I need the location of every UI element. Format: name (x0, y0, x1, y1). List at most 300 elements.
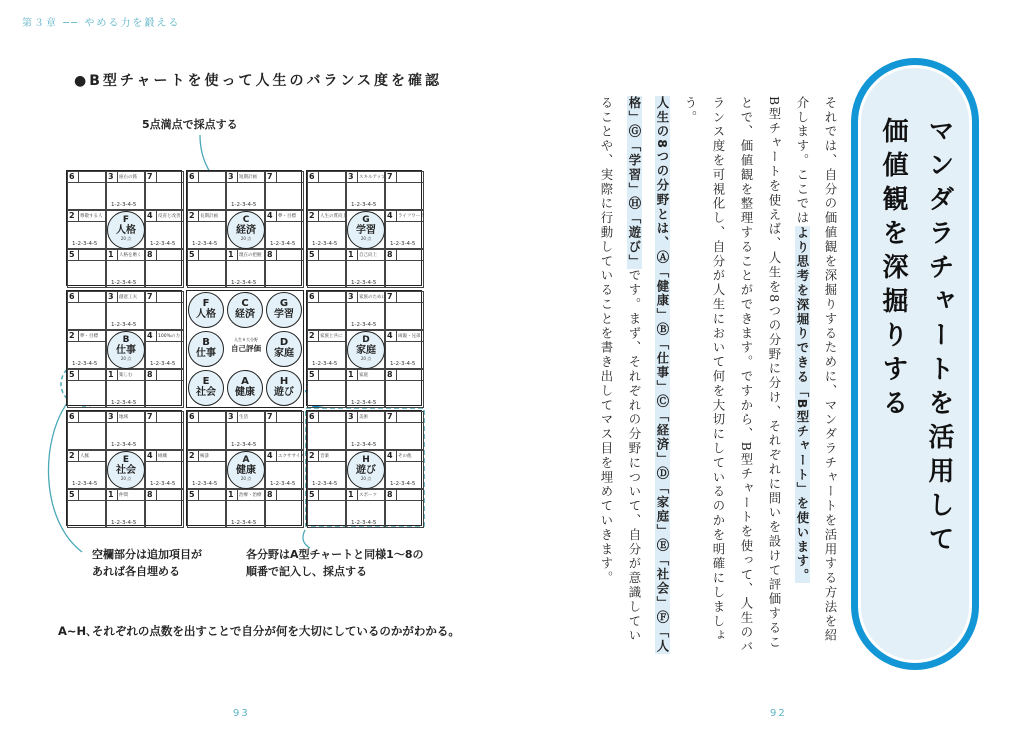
cell-header (146, 331, 183, 342)
cell-number: 4 (147, 211, 153, 220)
cell-divider (237, 250, 238, 261)
cell-number: 8 (147, 250, 153, 259)
cell-header (386, 292, 423, 303)
area-score[interactable]: 20 点 (120, 236, 132, 241)
chart-cell-5[interactable] (187, 489, 226, 528)
area-letter: C (241, 298, 249, 309)
chart-cell-5[interactable] (67, 489, 106, 528)
chart-cell-3[interactable] (346, 171, 385, 210)
score-scale[interactable]: 1-2-3-4-5 (312, 481, 338, 487)
cell-header (266, 172, 303, 183)
cell-number: 8 (147, 370, 153, 379)
cell-divider (357, 172, 358, 183)
score-scale[interactable]: 1-2-3-4-5 (351, 322, 377, 328)
cell-number: 5 (309, 370, 315, 379)
chart-cell-3[interactable] (346, 291, 385, 330)
cell-divider (198, 211, 199, 222)
chart-cell-8[interactable] (385, 489, 424, 528)
score-scale[interactable]: 1-2-3-4-5 (270, 481, 296, 487)
cell-number: 2 (69, 451, 75, 460)
chart-cell-1[interactable] (106, 369, 145, 408)
score-scale[interactable]: 1-2-3-4-5 (192, 481, 218, 487)
cell-divider (117, 412, 118, 423)
area-score[interactable]: 20 点 (360, 476, 372, 481)
cell-divider (357, 292, 358, 303)
score-scale[interactable]: 1-2-3-4-5 (111, 442, 137, 448)
area-name: 遊び (356, 465, 376, 476)
chart-cell-1[interactable] (226, 249, 265, 288)
area-hub-A (227, 451, 265, 489)
cell-item-label: 尊敬する人 (80, 214, 103, 219)
cell-header (68, 292, 105, 303)
cell-divider (156, 490, 157, 501)
cell-header (146, 370, 183, 381)
cell-header (146, 292, 183, 303)
cell-header (308, 211, 345, 222)
score-scale[interactable]: 1-2-3-4-5 (231, 280, 257, 286)
area-letter: H (279, 376, 289, 387)
area-letter: E (202, 376, 210, 387)
chart-cell-1[interactable] (346, 489, 385, 528)
cell-number: 6 (309, 412, 315, 421)
cell-number: 1 (228, 490, 234, 499)
center-label-small: 人生８大分野 (234, 337, 258, 342)
cell-number: 6 (189, 412, 195, 421)
area-letter: G (279, 298, 289, 309)
paragraph-text: です。まず、それぞれの分野について、自分が意識していることや、実際に行動していることを書き出してマス目を埋めていきます。 (599, 96, 642, 644)
section-title-line2: 価値観を深掘りする (878, 117, 908, 423)
highlighted-text: より思考を深堀りできる「B型チャート」を使います。 (795, 225, 810, 583)
score-scale[interactable]: 1-2-3-4-5 (150, 241, 176, 247)
cell-header (308, 331, 345, 342)
chart-cell-5[interactable] (187, 249, 226, 288)
score-scale[interactable]: 1-2-3-4-5 (231, 202, 257, 208)
cell-header (188, 490, 225, 501)
cell-number: 2 (189, 451, 195, 460)
area-name: 健康 (236, 465, 256, 476)
cell-divider (318, 412, 319, 423)
cell-item-label: 仲間 (119, 493, 128, 498)
chart-cell-2[interactable] (187, 210, 226, 249)
cell-item-label: 座右の銘 (119, 175, 137, 180)
cell-number: 5 (189, 490, 195, 499)
cell-header (308, 412, 345, 423)
cell-header (347, 172, 384, 183)
cell-number: 1 (348, 490, 354, 499)
cell-header (68, 172, 105, 183)
chart-cell-8[interactable] (385, 369, 424, 408)
chart-cell-5[interactable] (67, 369, 106, 408)
cell-header (188, 211, 225, 222)
cell-divider (357, 412, 358, 423)
score-scale[interactable]: 1-2-3-4-5 (150, 361, 176, 367)
cell-item-label: スポーツ (359, 493, 377, 498)
cell-number: 8 (267, 490, 273, 499)
area-score[interactable]: 20 点 (360, 356, 372, 361)
score-scale[interactable]: 1-2-3-4-5 (351, 280, 377, 286)
score-scale[interactable]: 1-2-3-4-5 (312, 241, 338, 247)
cell-number: 7 (147, 172, 153, 181)
area-letter: F (122, 215, 130, 225)
cell-number: 3 (228, 172, 234, 181)
cell-divider (276, 211, 277, 222)
cell-header (386, 412, 423, 423)
chart-cell-5[interactable] (307, 249, 346, 288)
cell-item-label: 楽しむ (119, 373, 133, 378)
chart-cell-3[interactable] (346, 411, 385, 450)
chart-cell-7[interactable] (385, 291, 424, 330)
score-scale[interactable]: 1-2-3-4-5 (351, 520, 377, 526)
cell-number: 7 (267, 412, 273, 421)
cell-item-label: 自己向上 (359, 253, 377, 258)
chart-cell-6[interactable] (67, 291, 106, 330)
cell-header (146, 250, 183, 261)
chart-cell-8[interactable] (265, 249, 304, 288)
cell-item-label: 短期計画 (239, 175, 257, 180)
cell-item-label: その他 (398, 454, 412, 459)
cell-item-label: 100%の力 (158, 334, 180, 339)
cell-number: 5 (309, 250, 315, 259)
cell-number: 2 (69, 331, 75, 340)
cell-number: 6 (69, 412, 75, 421)
cell-header (146, 451, 183, 462)
cell-number: 6 (309, 292, 315, 301)
cell-divider (396, 172, 397, 183)
cell-divider (156, 370, 157, 381)
cell-divider (117, 172, 118, 183)
cell-header (308, 451, 345, 462)
score-scale[interactable]: 1-2-3-4-5 (111, 280, 137, 286)
cell-number: 2 (69, 211, 75, 220)
cell-divider (156, 211, 157, 222)
cell-divider (318, 490, 319, 501)
score-scale[interactable]: 1-2-3-4-5 (111, 202, 137, 208)
chart-cell-8[interactable] (145, 489, 184, 528)
cell-number: 4 (147, 451, 153, 460)
area-name: 遊び (274, 387, 294, 398)
chart-cell-5[interactable] (307, 489, 346, 528)
cell-divider (198, 451, 199, 462)
cell-divider (276, 250, 277, 261)
cell-header (188, 451, 225, 462)
cell-header (347, 490, 384, 501)
chart-cell-1[interactable] (346, 369, 385, 408)
cell-number: 3 (348, 292, 354, 301)
cell-item-label: 人生の質向上 (320, 214, 347, 219)
chart-cell-6[interactable] (307, 291, 346, 330)
area-hub-H (347, 451, 385, 489)
chart-cell-6[interactable] (307, 171, 346, 210)
cell-number: 8 (387, 370, 393, 379)
chart-cell-8[interactable] (265, 489, 304, 528)
area-name: 健康 (235, 387, 255, 398)
cell-item-label: ライフワーク (398, 214, 425, 219)
cell-divider (156, 412, 157, 423)
cell-number: 8 (267, 250, 273, 259)
cell-number: 1 (108, 370, 114, 379)
area-score[interactable]: 20 点 (120, 356, 132, 361)
cell-header (266, 451, 303, 462)
chart-cell-7[interactable] (385, 171, 424, 210)
score-scale[interactable]: 1-2-3-4-5 (231, 520, 257, 526)
score-scale[interactable]: 1-2-3-4-5 (72, 241, 98, 247)
cell-item-label: 長期計画 (200, 214, 218, 219)
cell-divider (198, 172, 199, 183)
cell-item-label: 治療・治療 (239, 493, 262, 498)
score-scale[interactable]: 1-2-3-4-5 (231, 442, 257, 448)
area-score[interactable]: 20 点 (120, 476, 132, 481)
score-scale[interactable]: 1-2-3-4-5 (192, 241, 218, 247)
page-number-left: 93 (233, 708, 250, 719)
score-scale[interactable]: 1-2-3-4-5 (390, 361, 416, 367)
score-scale[interactable]: 1-2-3-4-5 (72, 361, 98, 367)
cell-item-label: 夢・目標 (80, 334, 98, 339)
chart-cell-3[interactable] (106, 291, 145, 330)
cell-item-label: エクササイズ (278, 454, 305, 459)
area-letter: D (362, 335, 370, 345)
cell-divider (237, 412, 238, 423)
cell-item-label: 創意工夫 (119, 295, 137, 300)
cell-header (266, 211, 303, 222)
area-hub-B (107, 331, 145, 369)
cell-header (386, 211, 423, 222)
area-letter: A (242, 455, 250, 465)
cell-header (227, 490, 264, 501)
cell-item-label: 人脈 (80, 454, 89, 459)
chart-cell-4[interactable] (385, 330, 424, 369)
score-scale[interactable]: 1-2-3-4-5 (111, 400, 137, 406)
chart-cell-2[interactable] (187, 450, 226, 489)
chart-cell-7[interactable] (145, 411, 184, 450)
cell-header (146, 172, 183, 183)
cell-header (386, 451, 423, 462)
chart-cell-1[interactable] (346, 249, 385, 288)
cell-divider (156, 250, 157, 261)
annotation-blank-cells (92, 546, 202, 580)
score-scale[interactable]: 1-2-3-4-5 (351, 442, 377, 448)
cell-header (107, 250, 144, 261)
body-text (592, 96, 844, 656)
cell-header (386, 331, 423, 342)
chart-block-A (186, 410, 305, 526)
cell-number: 7 (267, 172, 273, 181)
area-name: 社会 (116, 465, 136, 476)
cell-number: 3 (108, 412, 114, 421)
cell-header (347, 250, 384, 261)
chart-cell-2[interactable] (67, 330, 106, 369)
cell-divider (78, 172, 79, 183)
cell-divider (276, 172, 277, 183)
cell-header (386, 250, 423, 261)
cell-header (68, 211, 105, 222)
cell-number: 3 (228, 412, 234, 421)
chart-cell-7[interactable] (265, 411, 304, 450)
cell-header (68, 370, 105, 381)
center-area-D (266, 331, 302, 367)
cell-number: 3 (348, 412, 354, 421)
cell-divider (78, 331, 79, 342)
cell-number: 8 (387, 490, 393, 499)
cell-number: 5 (69, 250, 75, 259)
cell-number: 2 (309, 211, 315, 220)
chart-cell-7[interactable] (265, 171, 304, 210)
cell-number: 7 (387, 292, 393, 301)
chart-cell-7[interactable] (145, 171, 184, 210)
cell-number: 5 (309, 490, 315, 499)
cell-divider (117, 490, 118, 501)
chart-block-G (306, 170, 425, 286)
chart-cell-1[interactable] (226, 489, 265, 528)
cell-header (68, 451, 105, 462)
cell-header (68, 490, 105, 501)
score-scale[interactable]: 1-2-3-4-5 (312, 361, 338, 367)
chart-cell-4[interactable] (265, 450, 304, 489)
cell-header (308, 292, 345, 303)
cell-number: 3 (108, 292, 114, 301)
chart-cell-3[interactable] (226, 411, 265, 450)
area-score[interactable]: 20 点 (360, 236, 372, 241)
cell-number: 2 (189, 211, 195, 220)
area-score[interactable]: 20 点 (240, 476, 252, 481)
cell-header (308, 370, 345, 381)
score-scale[interactable]: 1-2-3-4-5 (390, 481, 416, 487)
chart-cell-1[interactable] (106, 489, 145, 528)
cell-item-label: 地域 (119, 415, 128, 420)
chart-cell-8[interactable] (145, 249, 184, 288)
cell-header (308, 250, 345, 261)
cell-divider (357, 370, 358, 381)
area-letter: A (241, 376, 249, 387)
area-name: 仕事 (196, 348, 216, 359)
score-scale[interactable]: 1-2-3-4-5 (351, 400, 377, 406)
cell-header (266, 490, 303, 501)
chart-cell-5[interactable] (67, 249, 106, 288)
chart-cell-5[interactable] (307, 369, 346, 408)
cell-divider (318, 331, 319, 342)
cell-header (266, 412, 303, 423)
cell-number: 4 (267, 451, 273, 460)
area-name: 人格 (196, 309, 216, 320)
area-letter: B (202, 337, 210, 348)
cell-header (227, 172, 264, 183)
cell-header (107, 412, 144, 423)
cell-number: 4 (387, 331, 393, 340)
cell-item-label: 生活 (239, 415, 248, 420)
cell-divider (318, 172, 319, 183)
area-name: 学習 (356, 225, 376, 236)
center-area-E (188, 370, 224, 406)
score-scale[interactable]: 1-2-3-4-5 (351, 202, 377, 208)
chart-cell-4[interactable] (265, 210, 304, 249)
cell-divider (156, 292, 157, 303)
chart-cell-1[interactable] (106, 249, 145, 288)
score-scale[interactable]: 1-2-3-4-5 (72, 481, 98, 487)
cell-header (68, 331, 105, 342)
chart-cell-8[interactable] (385, 249, 424, 288)
chart-cell-4[interactable] (145, 330, 184, 369)
chart-cell-8[interactable] (145, 369, 184, 408)
chart-cell-6[interactable] (67, 411, 106, 450)
cell-header (347, 412, 384, 423)
cell-divider (396, 331, 397, 342)
chart-cell-2[interactable] (307, 450, 346, 489)
chart-cell-6[interactable] (67, 171, 106, 210)
cell-number: 8 (387, 250, 393, 259)
chart-cell-6[interactable] (307, 411, 346, 450)
area-score[interactable]: 20 点 (240, 236, 252, 241)
cell-divider (396, 250, 397, 261)
cell-item-label: 家族と共に (320, 334, 343, 339)
center-area-B (188, 331, 224, 367)
cell-header (107, 292, 144, 303)
running-head: 第３章 ── やめる力を鍛える (22, 18, 181, 29)
cell-item-label: 家族のために (359, 295, 386, 300)
cell-number: 1 (228, 250, 234, 259)
chart-cell-3[interactable] (106, 171, 145, 210)
cell-divider (156, 172, 157, 183)
cell-divider (396, 292, 397, 303)
cell-number: 1 (348, 250, 354, 259)
cell-number: 7 (147, 412, 153, 421)
chart-cell-3[interactable] (106, 411, 145, 450)
cell-divider (78, 451, 79, 462)
score-scale[interactable]: 1-2-3-4-5 (111, 520, 137, 526)
chart-cell-7[interactable] (145, 291, 184, 330)
area-letter: E (122, 455, 130, 465)
chart-cell-4[interactable] (145, 450, 184, 489)
annotation-line: あれば各自埋める (92, 565, 180, 578)
annotation-line: 各分野はA型チャートと同様1～8の (246, 548, 424, 561)
score-scale[interactable]: 1-2-3-4-5 (270, 241, 296, 247)
cell-header (146, 412, 183, 423)
paragraph-text: それでは、自分の価値観を深掘りするために、マンダラチャートを活用する方法を紹介します。ここでは (795, 96, 838, 644)
center-label-large: 自己評価 (231, 344, 261, 353)
chart-cell-4[interactable] (145, 210, 184, 249)
cell-divider (396, 451, 397, 462)
chart-cell-2[interactable] (307, 330, 346, 369)
chart-cell-4[interactable] (385, 210, 424, 249)
cell-number: 5 (69, 370, 75, 379)
area-hub-E (107, 451, 145, 489)
chart-cell-3[interactable] (226, 171, 265, 210)
cell-number: 4 (387, 451, 393, 460)
area-letter: F (202, 298, 210, 309)
score-scale[interactable]: 1-2-3-4-5 (150, 481, 176, 487)
cell-divider (396, 370, 397, 381)
cell-divider (318, 292, 319, 303)
chart-cell-6[interactable] (187, 171, 226, 210)
paragraph-3 (592, 96, 676, 656)
chart-cell-2[interactable] (67, 450, 106, 489)
area-name: 仕事 (116, 345, 136, 356)
center-label (227, 337, 265, 354)
area-name: 社会 (196, 387, 216, 398)
chart-cell-2[interactable] (307, 210, 346, 249)
chart-cell-2[interactable] (67, 210, 106, 249)
cell-header (68, 412, 105, 423)
chart-cell-4[interactable] (385, 450, 424, 489)
score-scale[interactable]: 1-2-3-4-5 (390, 241, 416, 247)
cell-item-label: 現在の把握 (239, 253, 262, 258)
cell-number: 5 (189, 250, 195, 259)
chart-block-F (66, 170, 182, 286)
score-scale[interactable]: 1-2-3-4-5 (111, 322, 137, 328)
chart-cell-7[interactable] (385, 411, 424, 450)
area-letter: D (279, 337, 289, 348)
chart-cell-6[interactable] (187, 411, 226, 450)
cell-header (308, 490, 345, 501)
chart-center-block (186, 290, 304, 408)
